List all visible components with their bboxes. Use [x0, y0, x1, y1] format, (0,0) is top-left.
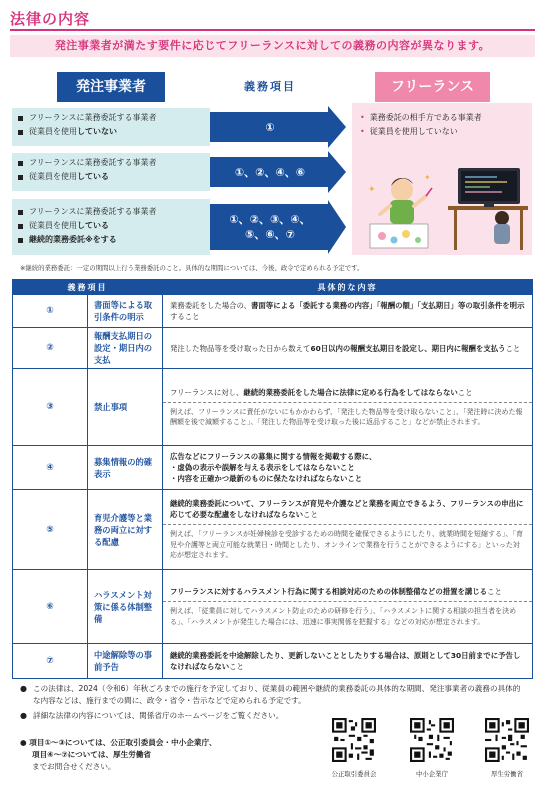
row-description: 継続的業務委託について、フリーランスが育児や介護などと業務を両立できるよう、フリーランスの申出に応じて必要な配慮をしなければならないこと 例えば、「フリーランスが妊婦検診を受診するための時間を確保できるようにしたり、就業時間を短縮する」、「育児や介護等と両立可能な就業日・時間としたり、オンラインで業務を行うことができるようにする」といった対応が想定されます。: [163, 490, 533, 570]
bullet-icon: ●: [20, 711, 27, 720]
scenario-1-conditions: [12, 108, 210, 146]
title-underline: [10, 29, 535, 31]
scenario-2-arrow: [210, 157, 346, 187]
row-number: ④: [13, 446, 88, 490]
obligations-table: [12, 279, 533, 679]
square-bullet-icon: [18, 175, 23, 180]
svg-text:✦: ✦: [368, 185, 376, 195]
table-header-item: 義務項目: [13, 280, 163, 295]
qr-jftc[interactable]: [332, 718, 376, 778]
square-bullet-icon: [18, 238, 23, 243]
bullet-icon: ●: [20, 738, 30, 747]
row-number: ②: [13, 328, 88, 369]
square-bullet-icon: [18, 210, 23, 215]
row-item: 報酬支払期日の設定・期日内の支払: [88, 328, 163, 369]
row-number: ①: [13, 295, 88, 328]
arrow-head-icon: [328, 106, 346, 148]
row-item: 育児介護等と業務の両立に対する配慮: [88, 490, 163, 570]
square-bullet-icon: [18, 130, 23, 135]
scenario-3-line-1: フリーランスに業務委託する事業者: [18, 205, 204, 219]
freelancer-illustration: [362, 162, 532, 254]
freelance-condition-1: • 業務委託の相手方である事業者: [360, 113, 482, 122]
arrow-head-icon: [328, 151, 346, 193]
qr-code-icon: [410, 718, 454, 762]
row-item: ハラスメント対策に係る体制整備: [88, 570, 163, 644]
table-row: [13, 490, 533, 570]
scenario-2-line-2: 従業員を使用 している: [18, 170, 204, 184]
table-row: [13, 328, 533, 369]
qr-code-icon: [485, 718, 529, 762]
svg-text:✦: ✦: [424, 173, 431, 182]
row-number: ⑦: [13, 644, 88, 679]
row-item: 書面等による取引条件の明示: [88, 295, 163, 328]
scenario-3-conditions: [12, 199, 210, 255]
row-example: 例えば、「従業員に対してハラスメント防止のための研修を行う」、「ハラスメントに関する相談の担当者を決める」、「ハラスメントが発生した場合には、迅速に事実関係を把握する」などの対応が想定されます。: [163, 601, 532, 631]
qr-label: 中小企業庁: [416, 770, 448, 778]
scenario-1-items: ①: [265, 120, 275, 134]
row-description: 業務委託をした場合の、書面等による「委託する業務の内容」「報酬の額」「支払期日」等の取引条件を明示すること: [163, 295, 533, 328]
scenario-2-items: ①、②、④、⑥: [234, 165, 306, 179]
row-description: 発注した物品等を受け取った日から数えて60日以内の報酬支払期日を設定し、期日内に報酬を支払うこと: [163, 328, 533, 369]
table-row: [13, 295, 533, 328]
scenario-1-line-2: 従業員を使用 していない: [18, 125, 204, 139]
row-description: フリーランスに対するハラスメント行為に関する相談対応のための体制整備などの措置を講じること 例えば、「従業員に対してハラスメント防止のための研修を行う」、「ハラスメントに関する相談の担当者を決める」、「ハラスメントが発生した場合には、迅速に事実関係を把握する」などの対応が想定されます。: [163, 570, 533, 644]
freelance-condition-2: • 従業員を使用していない: [360, 127, 458, 136]
bullet-icon: ●: [20, 684, 27, 693]
row-description: 広告などにフリーランスの募集に関する情報を掲載する際に、 ・虚偽の表示や誤解を与える表示をしてはならないこと ・内容を正確かつ最新のものに保たなければならないこと: [163, 446, 533, 490]
table-row: [13, 369, 533, 446]
row-item: 禁止事項: [88, 369, 163, 446]
row-example: 例えば、フリーランスに責任がないにもかかわらず、「発注した物品等を受け取らないこと」、「発注時に決めた報酬額を後で減額すること」、「発注した物品等を受け取った後に返品すること」などが禁止されます。: [163, 402, 532, 432]
client-header: 発注事業者: [57, 72, 165, 102]
row-item: 中途解除等の事前予告: [88, 644, 163, 679]
contact-info: ● 項目①～③については、公正取引委員会・中小企業庁、 項目④～⑦については、厚生労働省 までお問合せください。: [20, 738, 217, 771]
note-item: ● 詳細な法律の内容については、関係省庁のホームページをご覧ください。: [20, 711, 284, 720]
scenario-3-items: ①、②、③、④、 ⑤、⑥、⑦: [229, 213, 311, 241]
row-example: 例えば、「フリーランスが妊婦検診を受診するための時間を確保できるようにしたり、就業時間を短縮する」、「育児や介護等と両立可能な就業日・時間としたり、オンラインで業務を行うことができるようにする」といった対応が想定されます。: [163, 524, 532, 565]
qr-label: 厚生労働省: [491, 770, 523, 778]
scenario-2-conditions: [12, 153, 210, 191]
qr-code-icon: [332, 718, 376, 762]
qr-mhlw[interactable]: [485, 718, 529, 778]
note-item: ● この法律は、2024（令和6）年秋ごろまでの施行を予定しており、従業員の範囲や継続的業務委託の具体的な期間、発注事業者の義務の具体的な内容などは、施行までの間に、政令・省令・告示などで定められる予定です。: [20, 684, 521, 705]
scenario-1-line-1: フリーランスに業務委託する事業者: [18, 111, 204, 125]
scenario-1-arrow: [210, 112, 346, 142]
footnote: ※継続的業務委託：一定の期間以上行う業務委託のこと。具体的な期間については、今後、政令で定められる予定です。: [20, 264, 364, 272]
table-header-content: 具体的な内容: [163, 280, 533, 295]
freelance-header: フリーランス: [375, 72, 490, 102]
scenario-3-line-3: 継続的業務委託※をする: [18, 233, 204, 247]
scenario-3-line-2: 従業員を使用 している: [18, 219, 204, 233]
square-bullet-icon: [18, 161, 23, 166]
qr-label: 公正取引委員会: [331, 770, 377, 778]
row-number: ⑤: [13, 490, 88, 570]
obligations-header: 義務項目: [244, 80, 296, 93]
scenario-2-line-1: フリーランスに業務委託する事業者: [18, 156, 204, 170]
row-number: ③: [13, 369, 88, 446]
row-number: ⑥: [13, 570, 88, 644]
arrow-head-icon: [328, 200, 346, 254]
row-description: 継続的業務委託を中途解除したり、更新しないこととしたりする場合は、原則として30日前までに予告しなければならないこと: [163, 644, 533, 679]
table-row: [13, 644, 533, 679]
page-title: 法律の内容: [10, 10, 91, 28]
table-row: [13, 570, 533, 644]
qr-chusho[interactable]: [410, 718, 454, 778]
row-description: フリーランスに対し、継続的業務委託をした場合に法律に定める行為をしてはならないこと 例えば、フリーランスに責任がないにもかかわらず、「発注した物品等を受け取らないこと」、「発注時に決めた報酬額を後で減額すること」、「発注した物品等を受け取った後に返品すること」などが禁止されます。: [163, 369, 533, 446]
row-item: 募集情報の的確表示: [88, 446, 163, 490]
table-row: [13, 446, 533, 490]
subtitle-banner: 発注事業者が満たす要件に応じてフリーランスに対しての義務の内容が異なります。: [10, 35, 535, 57]
scenario-3-arrow: [210, 204, 346, 250]
square-bullet-icon: [18, 116, 23, 121]
square-bullet-icon: [18, 224, 23, 229]
